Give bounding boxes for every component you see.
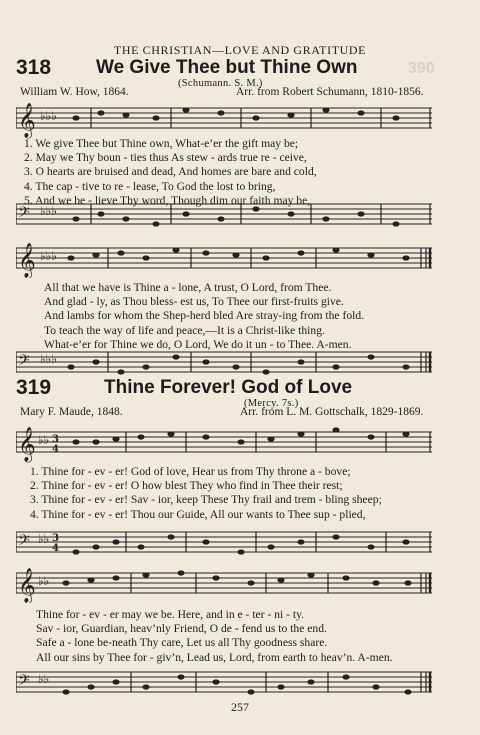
verse-line: Thine for - ev - er may we be. Here, and in e - ter - ni - ty.	[36, 608, 305, 621]
verse-line: And lambs for whom the Shep-herd bled Are stray-ing from the fold.	[44, 309, 365, 323]
treble-staff-icon	[16, 422, 432, 464]
svg-text:𝄢: 𝄢	[18, 672, 30, 693]
bass-staff-icon	[16, 528, 432, 558]
verse-line: What-e’er for Thine we do, O Lord, We do it un - to Thee. A-men.	[44, 337, 352, 351]
svg-text:𝄢: 𝄢	[18, 352, 30, 373]
verse-line: Safe a - lone be-neath Thy care, Let us all Thy goodness share.	[36, 636, 328, 650]
treble-staff-icon	[16, 240, 432, 278]
verse-lines-second-half	[44, 281, 364, 352]
music-staff-bass	[16, 528, 432, 558]
svg-text:♭♭: ♭♭	[38, 532, 50, 546]
page-number: 257	[231, 700, 249, 714]
verse-line: All that we have is Thine a - lone, A trust, O Lord, from Thee.	[44, 281, 332, 294]
music-staff-bass	[16, 668, 432, 698]
svg-text:♭♭: ♭♭	[38, 672, 50, 686]
hymn-number: 318	[16, 56, 52, 79]
svg-text:𝄞: 𝄞	[18, 568, 36, 603]
author-credit: Mary F. Maude, 1848.	[20, 406, 123, 418]
verse-line: 3. O hearts are bruised and dead, And homes are bare and cold,	[24, 165, 317, 179]
hymn-number: 319	[16, 376, 52, 399]
verse-line: 2. May we Thy boun - ties thus As stew - ards true re - ceive,	[24, 151, 307, 165]
music-staff-treble	[16, 240, 432, 278]
verse-line: Sav - ior, Guardian, heav’nly Friend, O de - fend us to the end.	[36, 622, 327, 636]
verse-line: 3. Thine for - ev - er! Sav - ior, keep These Thy frail and trem - bling sheep;	[30, 493, 382, 507]
treble-staff-icon	[16, 100, 432, 142]
composer-credit: Arr. from Robert Schumann, 1810-1856.	[236, 86, 424, 98]
verse-line: 2. Thine for - ev - er! O how blest They who find in Thee their rest;	[30, 479, 343, 493]
music-staff-treble	[16, 422, 432, 464]
svg-text:♭♭♭: ♭♭♭	[40, 109, 57, 123]
svg-text:4: 4	[52, 444, 59, 455]
svg-text:3: 3	[52, 533, 59, 544]
svg-text:♭♭♭: ♭♭♭	[40, 352, 57, 366]
bleed-through-number: 390	[408, 60, 435, 77]
verse-line: And glad - ly, as Thou bless- est us, To Thee our first-fruits give.	[44, 295, 344, 309]
svg-text:♭♭♭: ♭♭♭	[40, 249, 57, 263]
music-staff-treble	[16, 565, 432, 603]
verse-line: 1. We give Thee but Thine own, What-e’er the gift may be;	[24, 137, 299, 150]
tune-name: (Schumann. S. M.)	[178, 78, 263, 89]
verse-lines-first-half	[24, 137, 317, 208]
svg-text:𝄢: 𝄢	[18, 532, 30, 553]
verse-lines-second-half	[36, 608, 393, 665]
svg-text:3: 3	[52, 434, 59, 445]
svg-text:4: 4	[52, 543, 59, 554]
music-staff-bass	[16, 348, 432, 378]
music-staff-bass	[16, 200, 432, 232]
bass-staff-icon	[16, 668, 432, 698]
hymn-title: Thine Forever! God of Love	[104, 377, 353, 398]
svg-text:𝄢: 𝄢	[18, 204, 30, 225]
bass-staff-icon	[16, 200, 432, 232]
verse-line: To teach the way of life and peace,—It is a Christ-like thing.	[44, 323, 325, 337]
verse-lines-first-half	[30, 465, 382, 522]
verse-line: All our sins by Thee for - giv’n, Lead us, Lord, from earth to heav’n. A-men.	[36, 650, 393, 664]
verse-line: 4. Thine for - ev - er! Thou our Guide, All our wants to Thee sup - plied,	[30, 507, 366, 521]
music-staff-treble	[16, 100, 432, 142]
verse-line: 5. And we be - lieve Thy word, Though dim our faith may be,	[24, 193, 311, 207]
bass-staff-icon	[16, 348, 432, 378]
section-header: THE CHRISTIAN—LOVE AND GRATITUDE	[113, 43, 367, 57]
author-credit: William W. How, 1864.	[20, 86, 129, 98]
composer-credit: Arr. from L. M. Gottschalk, 1829-1869.	[240, 406, 424, 418]
verse-line: 4. The cap - tive to re - lease, To God the lost to bring,	[24, 179, 276, 193]
svg-text:♭♭♭: ♭♭♭	[40, 204, 57, 218]
tune-name: (Mercy. 7s.)	[244, 398, 299, 409]
svg-text:𝄞: 𝄞	[18, 243, 36, 278]
svg-text:♭♭: ♭♭	[38, 433, 50, 447]
svg-text:𝄞: 𝄞	[18, 103, 36, 138]
svg-text:𝄞: 𝄞	[18, 427, 36, 462]
svg-text:♭♭: ♭♭	[38, 574, 50, 588]
verse-line: 1. Thine for - ev - er! God of love, Hear us from Thy throne a - bove;	[30, 465, 351, 478]
hymn-title: We Give Thee but Thine Own	[96, 57, 358, 78]
treble-staff-icon	[16, 565, 432, 603]
